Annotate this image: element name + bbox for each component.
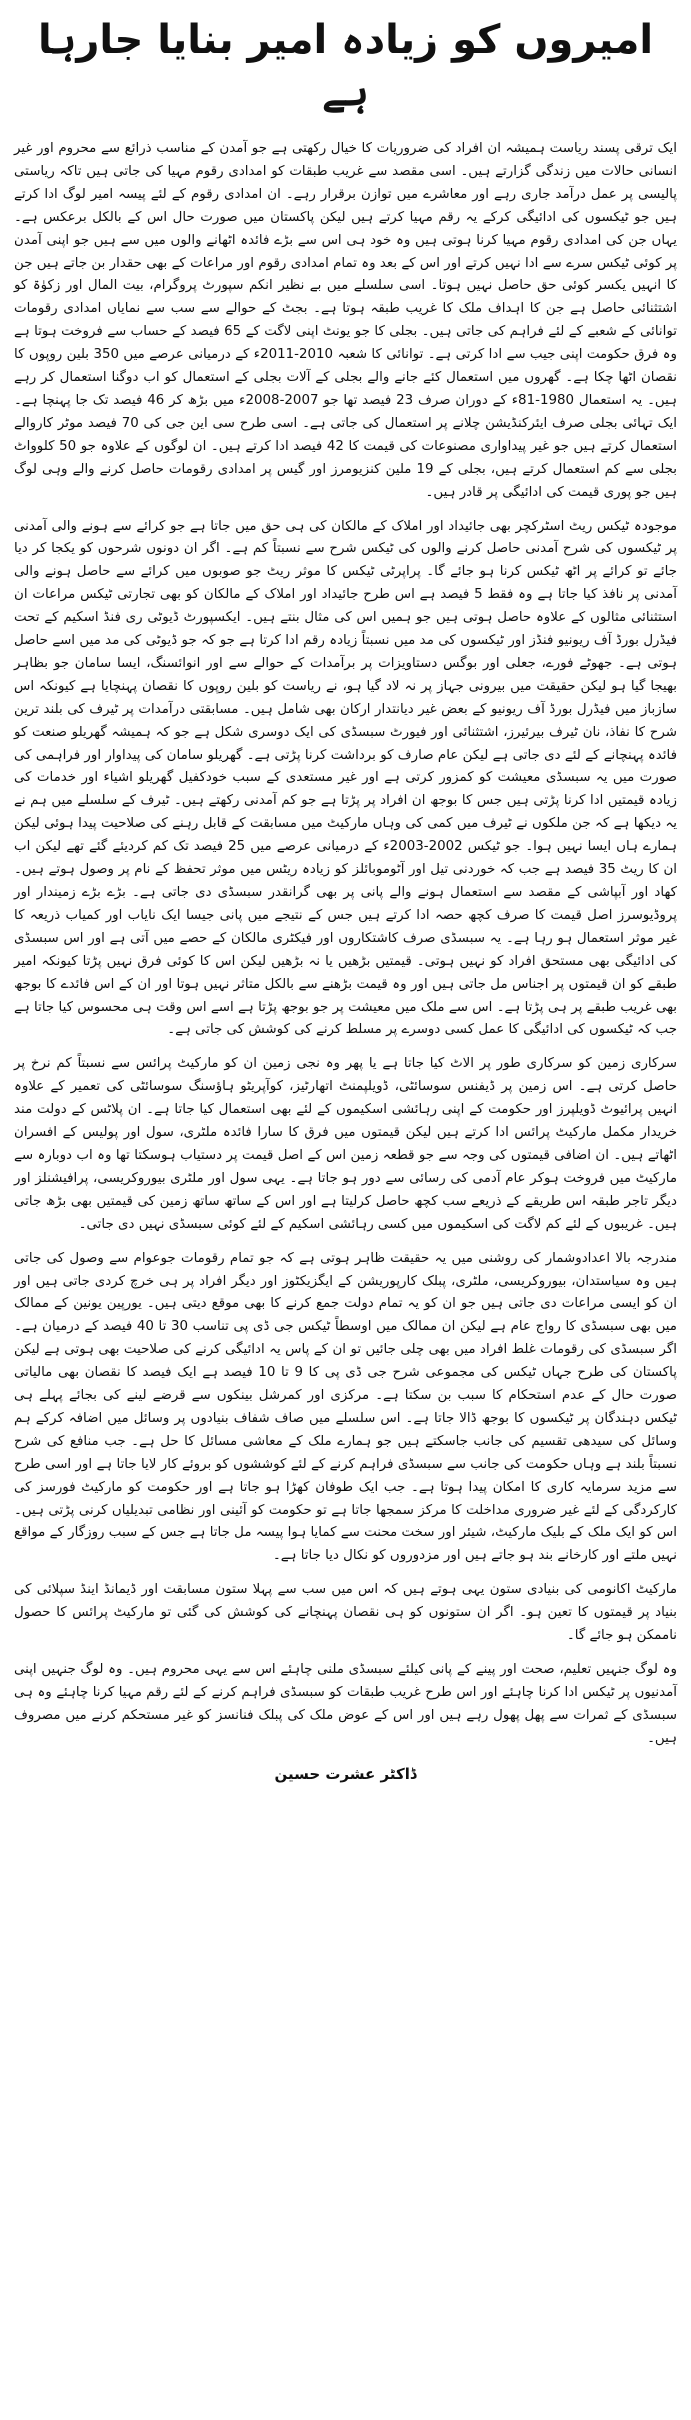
paragraph-2: موجودہ ٹیکس ریٹ اسٹرکچر بھی جائیداد اور املاک کے مالکان کی ہی حق میں جاتا ہے جو کرائے سے ہونے والی آمدنی پر ٹیکسوں کی شرح آمدنی حاصل کرنے والوں کی ٹیکس شرح سے نسبتاً کم ہے۔ اگر ان دونوں شرحوں کو یکجا کر دیا جائے تو کرائے پر اٹھ ٹیکس کرنا ہو جائے گا۔ پراپرٹی ٹیکس کا موثر ریٹ جو صوبوں میں کرائے سے حاصل ہونے والی آمدنی پر نافذ کیا جاتا ہے وہ فقط 5 فیصد ہے اس طرح جائیداد اور املاک کے مالکان کو بھی تجارتی ٹیکس مراعات ان استثنائی مثالوں کے علاوہ حاصل ہوتی ہیں جو ہمیں اس کی مثال بنتے ہیں۔ ایکسپورٹ ڈیوٹی ری فنڈ اسکیم کے تحت فیڈرل بورڈ آف ریونیو فنڈز اور ٹیکسوں کی مد میں نسبتاً زیادہ رقم ادا کرتا ہے جو کہ جو ڈیوٹی کی مد میں اسے حاصل ہوتی ہے۔ جھوٹے فورے، جعلی اور بوگس دستاویزات پر برآمدات کے حوالے سے اور انوائسنگ، ایسا سامان جو بظاہر بھیجا گیا ہو لیکن حقیقت میں بیرونی جہاز پر نہ لاد گیا ہو، نے ریاست کو بلین روپوں کا نقصان پہنچایا ہے کیونکہ اس سازباز میں فیڈرل بورڈ آف ریونیو کے بعض غیر دیانتدار ارکان بھی شامل ہیں۔ مسابقتی درآمدات پر ٹیرف کی بلند ترین شرح کا نفاذ، نان ٹیرف بیرئیرز، اشتثنائی اور فیورٹ سبسڈی کی ایک دوسری شکل ہے جو کہ ہمیشہ گھریلو صنعت کو فائدہ پہنچانے کے لئے دی جاتی ہے لیکن عام صارف کو برداشت کرنا پڑتی ہے۔ گھریلو سامان کی پیداوار اور فراہمی کی صورت میں یہ سبسڈی معیشت کو کمزور کرتی ہے اور غیر مستعدی کے سبب خودکفیل گھریلو اشیاء اور خدمات کی زیادہ قیمتیں ادا کرنا پڑتی ہیں جس کا بوجھ ان افراد پر پڑتا ہے جو کم آمدنی رکھتے ہیں۔ ٹیرف کے سلسلے میں ہم نے یہ دیکھا ہے کہ جن ملکوں نے ٹیرف میں کمی کی وہاں مارکیٹ میں مسابقت کے قابل رہنے کی صلاحیت پیدا ہوئی لیکن ہمارے ہاں ایسا نہیں ہوا۔ جو ٹیکس 2002-2003ء کے درمیانی عرصے میں 25 فیصد تک کم کردیئے گئے تھے لیکن اب ان کا ریٹ 35 فیصد ہے جب کہ خوردنی تیل اور آٹوموبائلز کو زیادہ ریٹس میں موثر تحفظ کے نام پر وصول ہوتے ہیں۔ کھاد اور آبپاشی کے مقصد سے استعمال ہونے والے پانی پر بھی گرانقدر سبسڈی دی جاتی ہے۔ بڑے بڑے زمیندار اور پروڈیوسرز اصل قیمت کا صرف کچھ حصہ ادا کرتے ہیں جس کے نتیجے میں پانی جیسا ایک نایاب اور کمیاب ذریعہ کا غیر موثر استعمال ہو رہا ہے۔ یہ سبسڈی صرف کاشتکاروں اور فیکٹری مالکان کے حصے میں آتی ہے اور اس سبسڈی کی ادائیگی بھی مستحق افراد کو نہیں ہوتی۔ قیمتیں بڑھیں یا نہ بڑھیں لیکن اس کا کوئی فرق نہیں پڑتا کیونکہ امیر طبقے کو ان قیمتوں پر اجناس مل جاتی ہیں اور وہ قیمت بڑھنے سے بالکل متاثر نہیں ہوتا اور ان کے اس فائدے کا بوجھ بھی غریب طبقے پر ہی پڑتا ہے۔ اس سے ملک میں معیشت پر جو بوجھ پڑتا ہے اسے اس وقت ہی محسوس کیا جاتا ہے جب کہ ٹیکسوں کی ادائیگی کا عمل کسی دوسرے پر مسلط کرنے کی کوشش کی جاتی ہے۔ — [14, 518, 678, 1038]
paragraph-6: وہ لوگ جنہیں تعلیم، صحت اور پینے کے پانی کیلئے سبسڈی ملنی چاہئے اس سے یہی محروم ہیں۔ وہ لوگ جنہیں اپنی آمدنیوں پر ٹیکس ادا کرنا چاہئے اور اس طرح غریب طبقات کو سبسڈی فراہم کرنے کے لئے رقم مہیا کرنا چاہئے وہ ہی سبسڈی کے ثمرات سے پھل پھول رہے ہیں اور اس کے عوض ملک کی پبلک فنانسز کو غیر مستحکم کرنے میں مصروف ہیں۔ — [14, 1662, 677, 1746]
paragraph-3: سرکاری زمین کو سرکاری طور پر الاٹ کیا جاتا ہے یا پھر وہ نجی زمین ان کو مارکیٹ پرائس سے نسبتاً کم نرخ پر حاصل کرتی ہے۔ اس زمین پر ڈیفنس سوسائٹی، ڈویلپمنٹ اتھارٹیز، کوآپریٹو ہاؤسنگ سوسائٹی کی تعمیر کے علاوہ انہیں پرائیوٹ ڈویلپرز اور حکومت کے اپنی رہائشی اسکیموں کے لئے بھی استعمال کیا جاتا ہے۔ ان پلاٹس کے دولت مند خریدار مکمل مارکیٹ پرائس ادا کرتے ہیں لیکن قیمتوں میں فرق کا سارا فائدہ ملٹری، سول اور پولیس کے افسران اٹھاتے ہیں۔ ان اضافی قیمتوں کی وجہ سے جو قطعہ زمین اس کے اصل قیمت پر دستیاب ہوسکتا تھا وہ اب دوبارہ سے مارکیٹ میں فروخت ہوکر عام آدمی کی رسائی سے دور ہو جاتا ہے۔ یہی سول اور ملٹری بیوروکریسی، پرافیشنلز اور دیگر تاجر طبقہ اس طریقے کے ذریعے سب کچھ حاصل کرلیتا ہے اور اس کے ساتھ ساتھ زمین کی قیمتیں بھی بڑھ جاتی ہیں۔ غریبوں کے لئے کم لاگت کی اسکیموں میں کسی رہائشی اسکیم کے لئے کوئی سبسڈی نہیں دی جاتی۔ — [14, 1056, 677, 1232]
paragraph-5: مارکیٹ اکانومی کی بنیادی ستون یہی ہوتے ہیں کہ اس میں سب سے پہلا ستون مسابقت اور ڈیمانڈ اینڈ سپلائی کی بنیاد پر قیمتوں کا تعین ہو۔ اگر ان ستونوں کو ہی نقصان پہنچانے کی کوشش کی گئی تو مارکیٹ پرائس کا حصول ناممکن ہو جائے گا۔ — [14, 1582, 677, 1644]
article-body — [14, 138, 677, 1751]
article-headline: امیروں کو زیادہ امیر بنایا جارہا ہے — [37, 17, 654, 115]
paragraph-4: مندرجہ بالا اعدادوشمار کی روشنی میں یہ حقیقت ظاہر ہوتی ہے کہ جو تمام رقومات جوعوام سے وصول کی جاتی ہیں وہ سیاستدان، بیوروکریسی، ملٹری، پبلک کارپوریشن کے ایگزیکٹوز اور دیگر افراد پر ہی خرچ کردی جاتی ہیں اور ان کو ایسی مراعات دی جاتی ہیں جو ان کو یہ تمام دولت جمع کرنے کا بھی موقع دیتی ہیں۔ یورپین یونین کے ممالک میں بھی سبسڈی کا رواج عام ہے لیکن ان ممالک میں اوسطاً ٹیکس جی ڈی پی تناسب 30 تا 40 فیصد کے درمیان ہے۔ اگر سبسڈی کی رقومات غلط افراد میں بھی چلی جائیں تو ان کے پاس یہ ادائیگی کرنے کی صلاحیت بھی ہوتی ہے لیکن پاکستان کی طرح جہاں ٹیکس کی مجموعی شرح جی ڈی پی کا 9 تا 10 فیصد ہے ایک فیصد کا نقصان بھی مالیاتی صورت حال کے عدم استحکام کا سبب بن سکتا ہے۔ مرکزی اور کمرشل بینکوں سے قرضے لینے کی بجائے پہلے ہی ٹیکس دہندگان پر ٹیکسوں کا بوجھ ڈالا جاتا ہے۔ اس سلسلے میں صاف شفاف بنیادوں پر وسائل میں اضافہ کرکے ہم وسائل کی سیدھی تقسیم کی جانب جاسکتے ہیں جو ہمارے ملک کے معاشی مسائل کا حل ہے۔ جب منافع کی شرح نسبتاً بلند ہے وہاں حکومت کی جانب سے سبسڈی فراہم کرنے کے لئے کوششوں کو بروئے کار لایا جاتا ہے اور اسی طرح سے مزید سرمایہ کاری کا امکان پیدا ہوتا ہے۔ جب ایک طوفان کھڑا ہو جاتا ہے اور حکومت کو مارکیٹ فورسز کی کارکردگی کے لئے غیر ضروری مداخلت کا مرکز سمجھا جاتا ہے تو حکومت کو آئینی اور نظامی تبدیلیاں کرنی پڑتی ہیں۔ اس کو ایک ملک کے بلیک مارکیٹ، شیئر اور سخت محنت سے کمایا ہوا پیسہ مل جاتا ہے جس کے سبب روزگار کے مواقع نہیں ملتے اور کارخانے بند ہو جاتے ہیں اور مزدوروں کو نکال دیا جاتا ہے۔ — [14, 1250, 677, 1564]
author-byline: ڈاکٹر عشرت حسین — [274, 1764, 417, 1783]
paragraph-1: ایک ترقی پسند ریاست ہمیشہ ان افراد کی ضروریات کا خیال رکھتی ہے جو آمدن کے مناسب ذرائع سے محروم اور غیر انسانی حالات میں زندگی گزارتے ہیں۔ اسی مقصد سے غریب طبقات کو امدادی رقوم مہیا کی جاتی ہیں تاکہ ریاستی پالیسی پر عمل درآمد جاری رہے اور معاشرے میں توازن برقرار رہے۔ ان امدادی رقوم کے لئے پیسہ امیر لوگ ادا کرتے ہیں جو ٹیکسوں کی ادائیگی کرکے یہ رقم مہیا کرتے ہیں لیکن پاکستان میں صورت حال اس کے بالکل برعکس ہے۔ یہاں جن کی امدادی رقوم مہیا کرنا ہوتی ہیں وہ خود ہی اس سے بڑے فائدہ اٹھانے والوں میں سے ہیں جو اپنی آمدن پر کوئی ٹیکس سرے سے ادا نہیں کرتے اور اس کے بعد وہ تمام امدادی رقوم اور مراعات کے بھی حقدار بن جاتے ہیں جن کا انہیں یکسر کوئی حق حاصل نہیں ہوتا۔ اسی سلسلے میں بے نظیر انکم سپورٹ پروگرام، بیت المال اور زکوٰۃ کو اشتثنائی حاصل ہے جن کا اہداف ملک کا غریب طبقہ ہوتا ہے۔ بجٹ کے حوالے سے سب سے نمایاں امدادی رقومات توانائی کے شعبے کے لئے فراہم کی جاتی ہیں۔ بجلی کا جو یونٹ اپنی لاگت کے 65 فیصد کے حساب سے فروخت ہوتا ہے وہ فرق حکومت اپنی جیب سے ادا کرتی ہے۔ توانائی کا شعبہ 2010-2011ء کے درمیانی عرصے میں 350 بلین روپوں کا نقصان اٹھا چکا ہے۔ گھروں میں استعمال کئے جانے والے بجلی کے آلات بجلی کے استعمال کو اب دوگنا استعمال کر رہے ہیں۔ یہ استعمال 1980-81ء کے دوران صرف 23 فیصد تھا جو 2007-2008ء میں بڑھ کر 46 فیصد تک جا پہنچا ہے۔ ایک تہائی بجلی صرف ایئرکنڈیشن چلانے پر استعمال کی جاتی ہے۔ اسی طرح سی این جی کی 70 فیصد موٹر کاروالے استعمال کرتے ہیں جو غیر پیداواری مصنوعات کی قیمت کا 42 فیصد ادا کرتے ہیں۔ ان لوگوں کے علاوہ جو 50 کلوواٹ بجلی سے کم استعمال کرتے ہیں، بجلی کے 19 ملین کنزیومرز اور گیس پر امدادی رقومات حاصل کرنے والے وہی لوگ ہیں جو پوری قیمت کی ادائیگی پر قادر ہیں۔ — [14, 141, 678, 500]
